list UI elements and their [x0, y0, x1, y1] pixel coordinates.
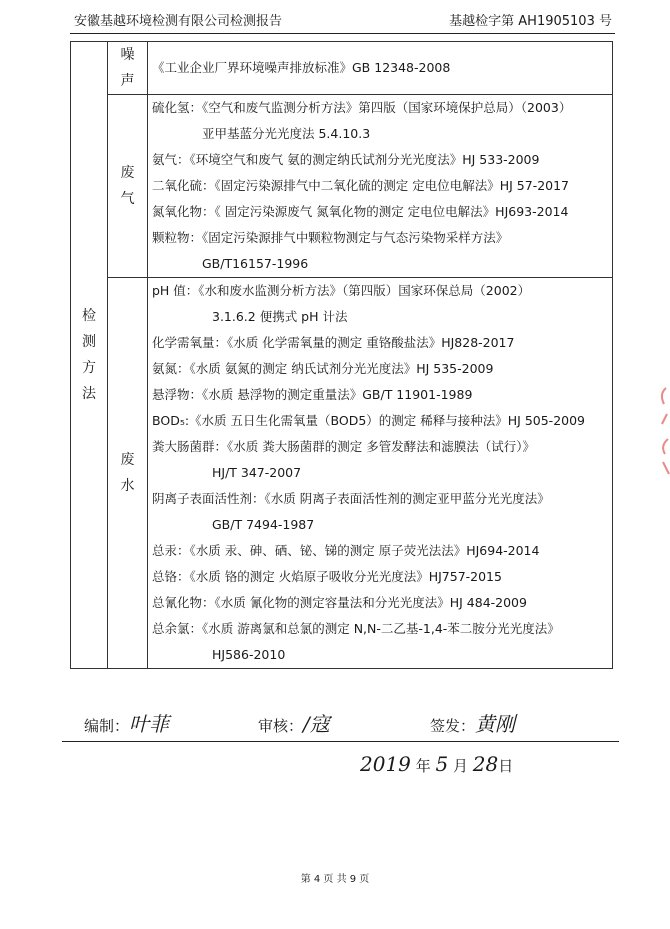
category-char: 水 [120, 478, 135, 494]
report-number: 基越检字第 AH1905103 号 [449, 14, 612, 29]
issuer-signature [430, 708, 515, 737]
method-line: 《工业企业厂界环境噪声排放标准》GB 12348-2008 [152, 60, 451, 75]
method-line: 总铬：《水质 铬的测定 火焰原子吸收分光光度法》HJ757-2015 [152, 569, 502, 584]
header-divider [70, 33, 615, 34]
category-cell [108, 278, 148, 669]
category-cell [108, 42, 148, 95]
method-row [71, 95, 613, 278]
reviewer-signature [258, 708, 330, 737]
method-line: 亚甲基蓝分光光度法 5.4.10.3 [202, 126, 371, 141]
method-line: 粪大肠菌群：《水质 粪大肠菌群的测定 多管发酵法和滤膜法（试行）》 [152, 439, 535, 454]
reviewer-label: 审核： [258, 717, 304, 735]
method-line: 总余氯：《水质 游离氯和总氯的测定 N,N-二乙基-1,4-苯二胺分光光度法》 [152, 621, 560, 636]
reviewer-handwriting: /寇 [303, 712, 330, 736]
method-line: BOD₅:《水质 五日生化需氧量（BOD5）的测定 稀释与接种法》HJ 505-2009 [152, 413, 586, 428]
category-char: 废 [120, 165, 135, 181]
date-month: 5 [435, 752, 449, 776]
category-char: 气 [120, 191, 135, 207]
editor-label: 编制： [84, 717, 130, 735]
method-cell [148, 95, 613, 278]
method-line: 颗粒物：《固定污染源排气中颗粒物测定与气态污染物采样方法》 [152, 230, 509, 245]
method-line: 化学需氧量：《水质 化学需氧量的测定 重铬酸盐法》HJ828-2017 [152, 335, 515, 350]
date-month-label: 月 [453, 757, 469, 775]
method-line: 3.1.6.2 便携式 pH 计法 [212, 309, 348, 324]
method-line: 氮氧化物：《 固定污染源废气 氮氧化物的测定 定电位电解法》HJ693-2014 [152, 204, 569, 219]
date-year-label: 年 [415, 757, 431, 775]
section-label-char: 法 [82, 386, 96, 402]
method-cell [148, 42, 613, 95]
method-line: 氨气：《环境空气和废气 氨的测定纳氏试剂分光光度法》HJ 533-2009 [152, 152, 540, 167]
category-char: 废 [120, 452, 135, 468]
category-char: 噪 [120, 47, 135, 63]
method-row [71, 42, 613, 95]
date-day: 28 [472, 752, 499, 776]
date-year: 2019 [360, 752, 411, 776]
section-label-char: 方 [82, 360, 96, 376]
category-cell [108, 95, 148, 278]
editor-signature [84, 708, 169, 737]
method-line: GB/T 7494-1987 [212, 517, 315, 532]
method-line: HJ/T 347-2007 [212, 465, 302, 480]
sign-date [360, 752, 513, 776]
method-line: 阴离子表面活性剂：《水质 阴离子表面活性剂的测定亚甲蓝分光光度法》 [152, 491, 550, 506]
method-line: HJ586-2010 [212, 647, 286, 662]
editor-handwriting: 叶菲 [129, 712, 170, 736]
section-label-char: 检 [82, 308, 96, 324]
method-line: 硫化氢：《空气和废气监测分析方法》第四版（国家环境保护总局）（2003） [152, 100, 572, 115]
method-line: 二氧化硫：《固定污染源排气中二氧化硫的测定 定电位电解法》HJ 57-2017 [152, 178, 570, 193]
category-char: 声 [120, 73, 135, 89]
page-number: 第 4 页 共 9 页 [300, 874, 370, 885]
section-label-cell [71, 42, 108, 669]
issuer-handwriting: 黄刚 [475, 712, 516, 736]
method-line: 总氰化物：《水质 氰化物的测定容量法和分光光度法》HJ 484-2009 [152, 595, 527, 610]
section-label-char: 测 [82, 334, 96, 350]
method-row [71, 278, 613, 669]
method-line: 悬浮物：《水质 悬浮物的测定重量法》GB/T 11901-1989 [152, 387, 473, 402]
company-name: 安徽基越环境检测有限公司检测报告 [74, 14, 283, 29]
seal-stamp-fragment [656, 384, 670, 484]
method-line: pH 值：《水和废水监测分析方法》（第四版）国家环保总局（2002） [152, 283, 531, 298]
date-day-label: 日 [498, 757, 514, 775]
signature-line [62, 741, 619, 742]
method-line: 氨氮：《水质 氨氮的测定 纳氏试剂分光光度法》HJ 535-2009 [152, 361, 494, 376]
method-cell [148, 278, 613, 669]
method-table [70, 41, 613, 669]
issuer-label: 签发： [430, 717, 476, 735]
method-line: GB/T16157-1996 [202, 256, 309, 271]
report-header [72, 10, 612, 32]
method-line: 总汞：《水质 汞、砷、硒、铋、锑的测定 原子荧光法法》HJ694-2014 [152, 543, 540, 558]
